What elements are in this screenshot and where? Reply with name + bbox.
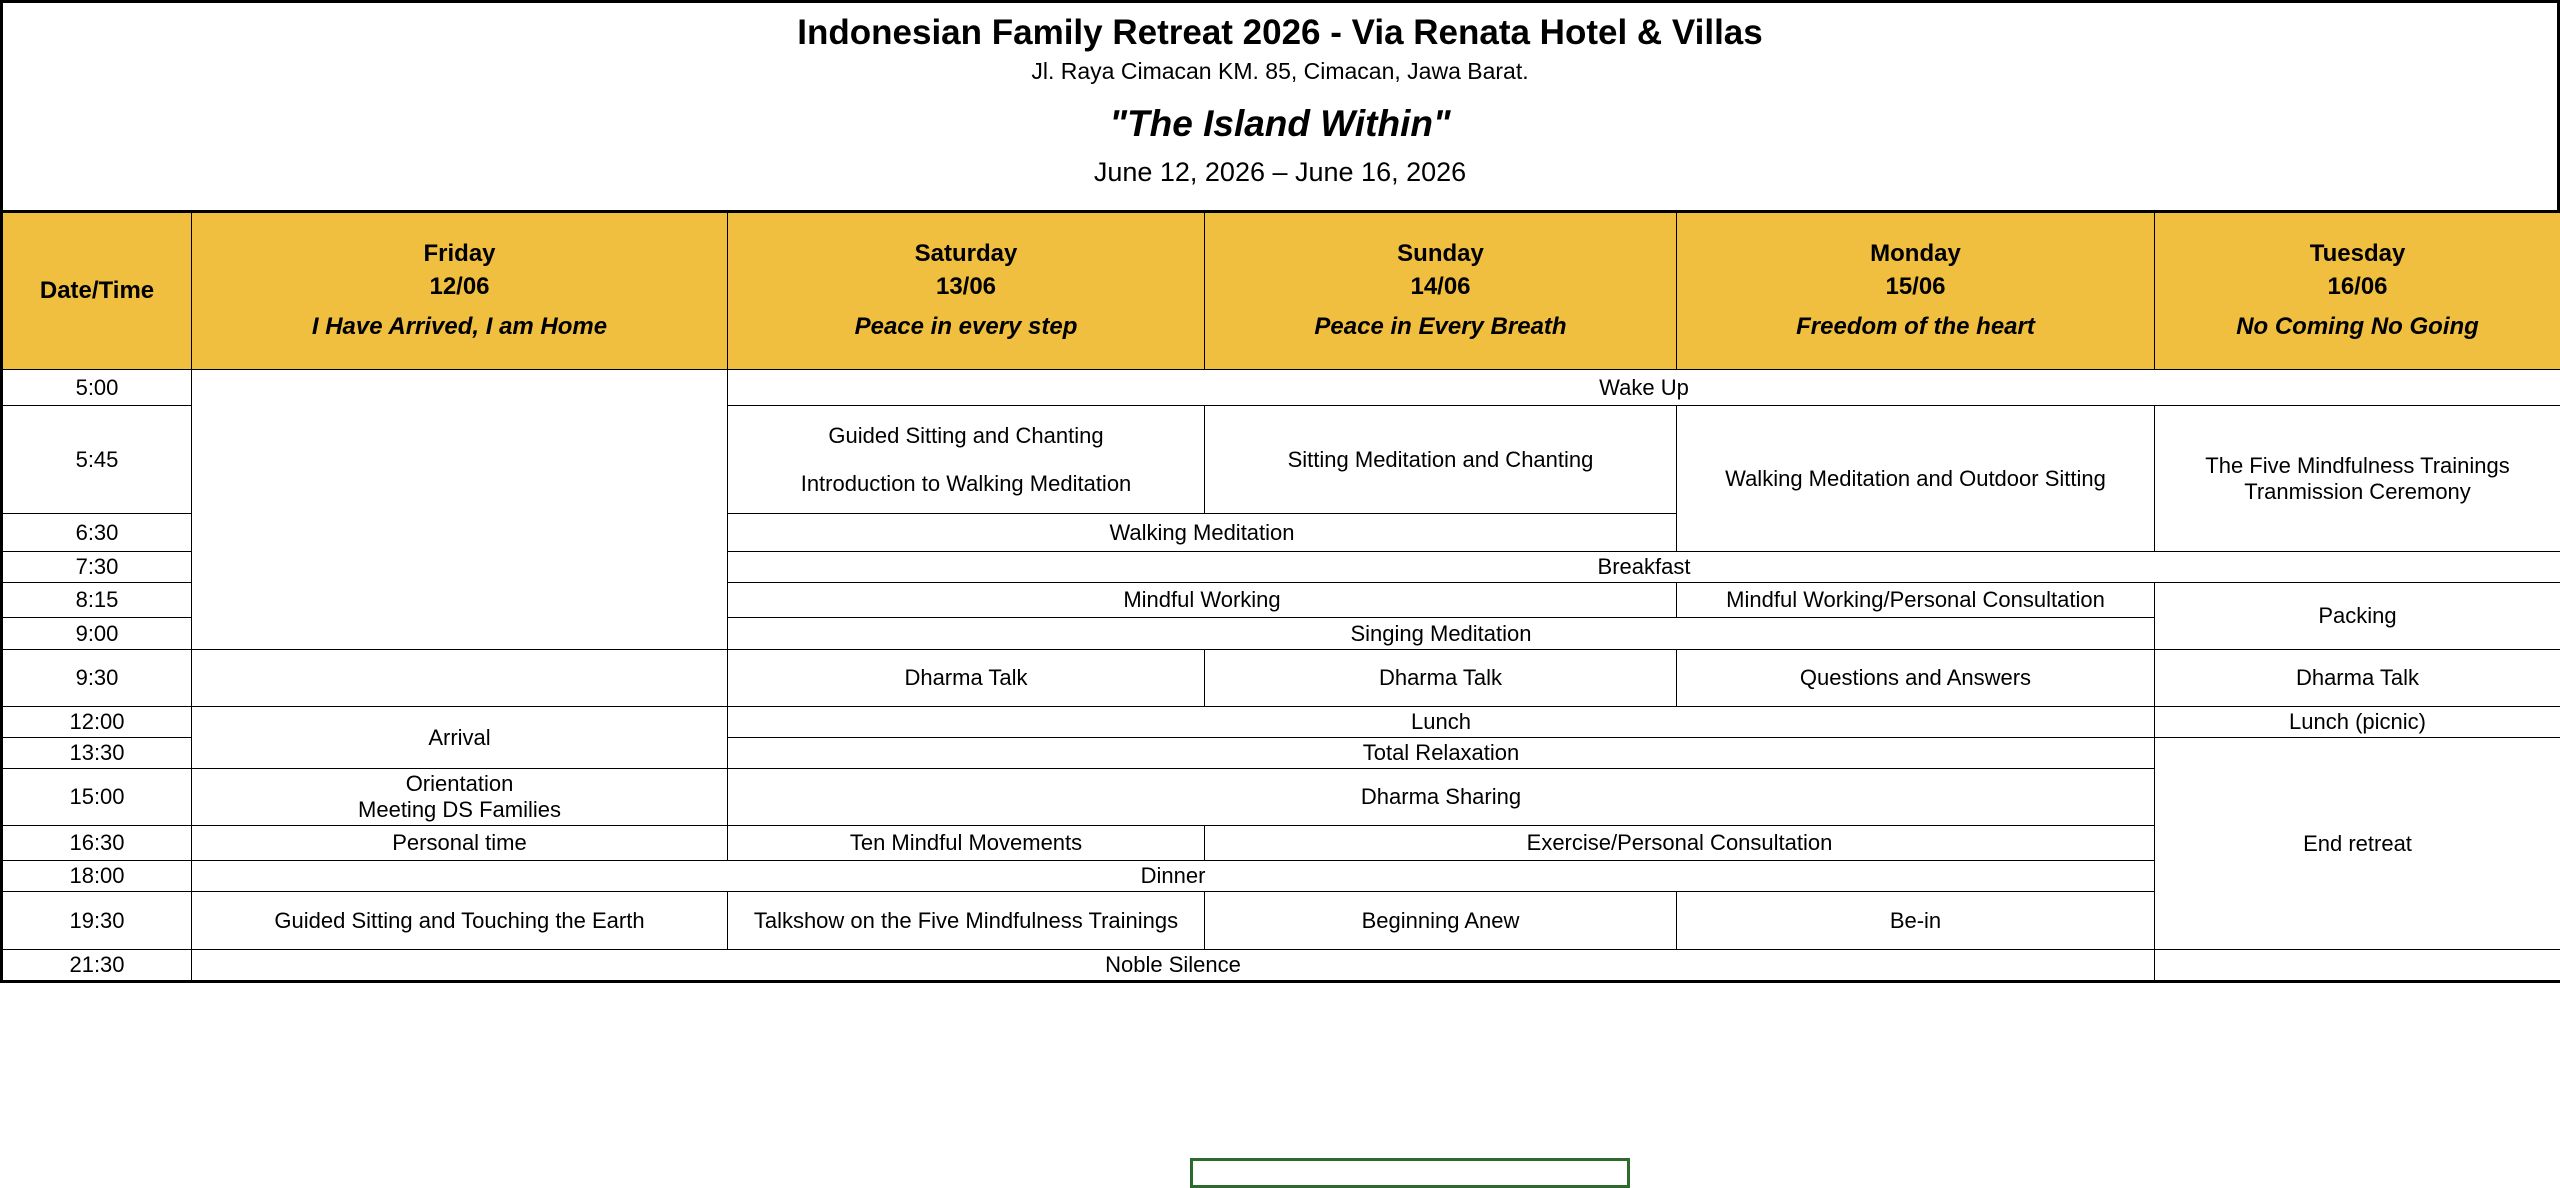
activity-lunch: Lunch — [728, 707, 2155, 738]
time-label-1330: 13:30 — [2, 738, 192, 769]
activity-saturday-morning-sitting: Guided Sitting and Chanting Introduction to Walking Meditation — [728, 406, 1205, 514]
time-label-1500: 15:00 — [2, 769, 192, 826]
time-label-1200: 12:00 — [2, 707, 192, 738]
time-label-0545: 5:45 — [2, 406, 192, 514]
column-header-monday — [1677, 212, 2155, 370]
day-name: Sunday — [1209, 238, 1672, 270]
day-theme: Freedom of the heart — [1681, 311, 2150, 343]
friday-blocked-cell — [192, 370, 728, 650]
column-header-friday — [192, 212, 728, 370]
column-header-tuesday — [2155, 212, 2560, 370]
venue-address: Jl. Raya Cimacan KM. 85, Cimacan, Jawa Barat. — [1031, 57, 1528, 87]
time-label-2130: 21:30 — [2, 950, 192, 982]
column-header-datetime: Date/Time — [2, 212, 192, 370]
activity-sunday-dharma-talk: Dharma Talk — [1205, 650, 1677, 707]
schedule-table — [0, 210, 2560, 983]
retreat-theme: "The Island Within" — [1109, 103, 1450, 145]
activity-questions-and-answers: Questions and Answers — [1677, 650, 2155, 707]
time-label-1630: 16:30 — [2, 826, 192, 861]
activity-mindful-working-consultation: Mindful Working/Personal Consultation — [1677, 583, 2155, 618]
time-label-0900: 9:00 — [2, 618, 192, 650]
activity-end-retreat: End retreat — [2155, 738, 2560, 950]
activity-mindful-working: Mindful Working — [728, 583, 1677, 618]
time-label-1800: 18:00 — [2, 861, 192, 892]
time-label-1930: 19:30 — [2, 892, 192, 950]
activity-guided-sitting-touching-earth: Guided Sitting and Touching the Earth — [192, 892, 728, 950]
activity-ten-mindful-movements: Ten Mindful Movements — [728, 826, 1205, 861]
activity-exercise-consultation: Exercise/Personal Consultation — [1205, 826, 2155, 861]
table-row — [2, 650, 2560, 707]
friday-blocked-cell-2 — [192, 650, 728, 707]
activity-dinner: Dinner — [192, 861, 2155, 892]
day-theme: Peace in Every Breath — [1209, 311, 1672, 343]
activity-orientation: Orientation Meeting DS Families — [192, 769, 728, 826]
day-theme: No Coming No Going — [2159, 311, 2556, 343]
table-row — [2, 370, 2560, 406]
day-date: 15/06 — [1681, 271, 2150, 303]
time-label-0815: 8:15 — [2, 583, 192, 618]
activity-beginning-anew: Beginning Anew — [1205, 892, 1677, 950]
activity-tuesday-five-trainings: The Five Mindfulness Trainings Tranmission Ceremony — [2155, 406, 2560, 552]
day-date: 12/06 — [196, 271, 723, 303]
day-date: 14/06 — [1209, 271, 1672, 303]
table-row — [2, 950, 2560, 982]
activity-breakfast: Breakfast — [728, 552, 2560, 583]
activity-lunch-picnic: Lunch (picnic) — [2155, 707, 2560, 738]
day-name: Friday — [196, 238, 723, 270]
table-header-row — [2, 212, 2560, 370]
column-header-saturday — [728, 212, 1205, 370]
page-title: Indonesian Family Retreat 2026 - Via Renata Hotel & Villas — [797, 13, 1762, 53]
time-label-0930: 9:30 — [2, 650, 192, 707]
activity-sunday-sitting-chanting: Sitting Meditation and Chanting — [1205, 406, 1677, 514]
time-label-0730: 7:30 — [2, 552, 192, 583]
time-label-0630: 6:30 — [2, 514, 192, 552]
day-theme: I Have Arrived, I am Home — [196, 311, 723, 343]
column-header-sunday — [1205, 212, 1677, 370]
day-date: 13/06 — [732, 271, 1200, 303]
time-label-0500: 5:00 — [2, 370, 192, 406]
day-date: 16/06 — [2159, 271, 2556, 303]
day-name: Monday — [1681, 238, 2150, 270]
activity-dharma-sharing: Dharma Sharing — [728, 769, 2155, 826]
table-row — [2, 707, 2560, 738]
activity-walking-meditation: Walking Meditation — [728, 514, 1677, 552]
activity-packing: Packing — [2155, 583, 2560, 650]
activity-tuesday-dharma-talk: Dharma Talk — [2155, 650, 2560, 707]
activity-singing-meditation: Singing Meditation — [728, 618, 2155, 650]
activity-arrival: Arrival — [192, 707, 728, 769]
activity-noble-silence: Noble Silence — [192, 950, 2155, 982]
day-name: Saturday — [732, 238, 1200, 270]
day-name: Tuesday — [2159, 238, 2556, 270]
activity-talkshow-five-trainings: Talkshow on the Five Mindfulness Trainings — [728, 892, 1205, 950]
retreat-dates: June 12, 2026 – June 16, 2026 — [1094, 157, 1466, 188]
activity-monday-walking-outdoor: Walking Meditation and Outdoor Sitting — [1677, 406, 2155, 552]
activity-be-in: Be-in — [1677, 892, 2155, 950]
activity-personal-time: Personal time — [192, 826, 728, 861]
day-theme: Peace in every step — [732, 311, 1200, 343]
activity-total-relaxation: Total Relaxation — [728, 738, 2155, 769]
activity-wake-up: Wake Up — [728, 370, 2560, 406]
activity-saturday-dharma-talk: Dharma Talk — [728, 650, 1205, 707]
bottom-note-box — [1190, 1158, 1630, 1188]
document-header — [0, 0, 2560, 210]
